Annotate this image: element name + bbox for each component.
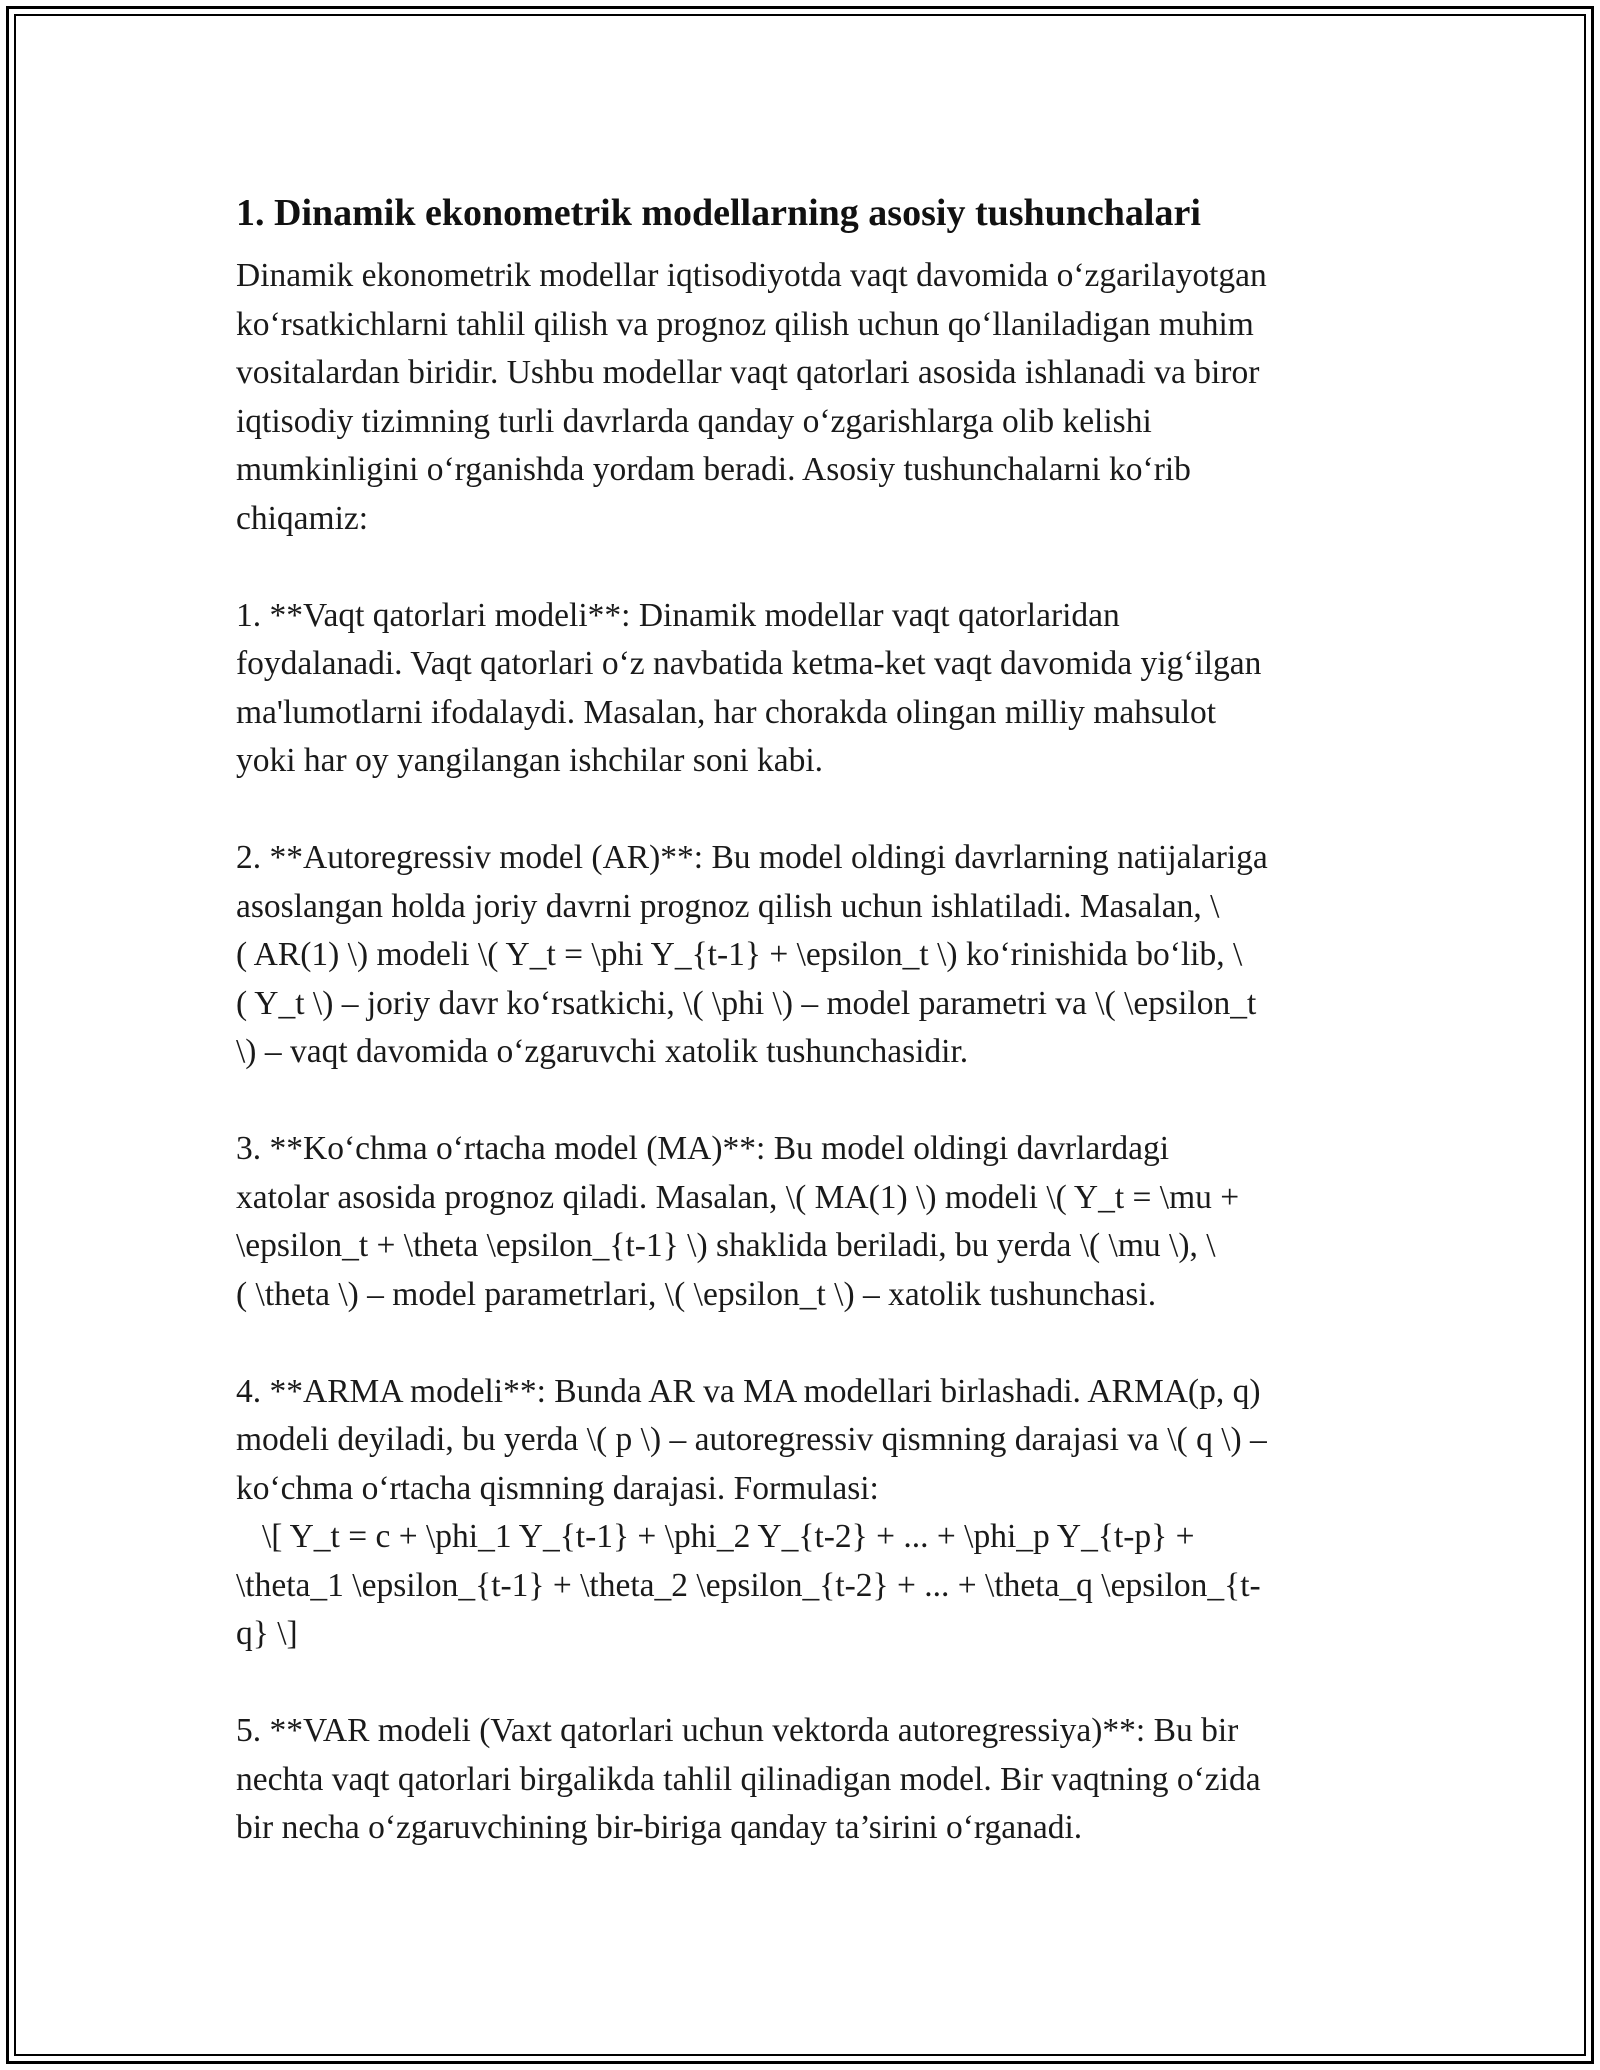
- formula-line: \[ Y_t = c + \phi_1 Y_{t-1} + \phi_2 Y_{t-2} + ... + \phi_p Y_{t-p} +: [262, 1518, 1195, 1555]
- text-line: iqtisodiy tizimning turli davrlarda qanday o‘zgarishlarga olib kelishi: [236, 402, 1152, 440]
- text-line: ( Y_t \) – joriy davr ko‘rsatkichi, \( \phi \) – model parametri va \( \epsilon_t: [236, 984, 1257, 1022]
- text-line: nechta vaqt qatorlari birgalikda tahlil qilinadigan model. Bir vaqtning o‘zida: [236, 1760, 1261, 1798]
- text-line: bir necha o‘zgaruvchining bir-biriga qanday ta’sirini o‘rganadi.: [236, 1809, 1083, 1846]
- text-line: ( AR(1) \) modeli \( Y_t = \phi Y_{t-1} + \epsilon_t \) ko‘rinishida bo‘lib, \: [236, 936, 1243, 973]
- list-item-time-series: [236, 592, 1376, 786]
- text-line: chiqamiz:: [236, 499, 369, 537]
- text-line: 5. **VAR modeli (Vaxt qatorlari uchun vektorda autoregressiya)**: Bu bir: [236, 1712, 1239, 1749]
- text-line: \) – vaqt davomida o‘zgaruvchi xatolik tushunchasidir.: [236, 1033, 969, 1070]
- text-line: xatolar asosida prognoz qiladi. Masalan, \( MA(1) \) modeli \( Y_t = \mu +: [236, 1178, 1240, 1216]
- list-item-var-model: [236, 1707, 1376, 1853]
- text-line: 4. **ARMA modeli**: Bunda AR va MA modellari birlashadi. ARMA(p, q): [236, 1372, 1261, 1410]
- text-line: Dinamik ekonometrik modellar iqtisodiyotda vaqt davomida o‘zgarilayotgan: [236, 257, 1267, 294]
- text-line: ko‘rsatkichlarni tahlil qilish va prognoz qilish uchun qo‘llaniladigan muhim: [236, 305, 1254, 343]
- text-line: asoslangan holda joriy davrni prognoz qilish uchun ishlatiladi. Masalan, \: [236, 887, 1220, 925]
- list-item-ar-model: [236, 834, 1376, 1077]
- list-item-ma-model: [236, 1125, 1376, 1319]
- section-heading: 1. Dinamik ekonometrik modellarning asosiy tushunchalari: [236, 192, 1201, 234]
- text-line: 2. **Autoregressiv model (AR)**: Bu model oldingi davrlarning natijalariga: [236, 839, 1268, 876]
- intro-paragraph: [236, 252, 1376, 543]
- text-line: 1. **Vaqt qatorlari modeli**: Dinamik modellar vaqt qatorlaridan: [236, 596, 1120, 634]
- text-line: yoki har oy yangilangan ishchilar soni kabi.: [236, 742, 824, 779]
- text-line: foydalanadi. Vaqt qatorlari o‘z navbatida ketma-ket vaqt davomida yig‘ilgan: [236, 645, 1262, 682]
- text-line: modeli deyiladi, bu yerda \( p \) – autoregressiv qismning darajasi va \( q \) –: [236, 1421, 1267, 1458]
- text-line: ko‘chma o‘rtacha qismning darajasi. Formulasi:: [236, 1469, 879, 1507]
- text-line: ma'lumotlarni ifodalaydi. Masalan, har chorakda olingan milliy mahsulot: [236, 693, 1217, 731]
- document-body: [236, 186, 1376, 1901]
- formula-line: \theta_1 \epsilon_{t-1} + \theta_2 \epsilon_{t-2} + ... + \theta_q \epsilon_{t-: [236, 1566, 1261, 1604]
- text-line: mumkinligini o‘rganishda yordam beradi. Asosiy tushunchalarni ko‘rib: [236, 451, 1191, 488]
- text-line: \epsilon_t + \theta \epsilon_{t-1} \) shaklida beriladi, bu yerda \( \mu \), \: [236, 1227, 1216, 1264]
- text-line: vositalardan biridir. Ushbu modellar vaqt qatorlari asosida ishlanadi va biror: [236, 354, 1260, 391]
- text-line: 3. **Ko‘chma o‘rtacha model (MA)**: Bu model oldingi davrlardagi: [236, 1130, 1170, 1167]
- text-line: ( \theta \) – model parametrlari, \( \epsilon_t \) – xatolik tushunchasi.: [236, 1275, 1157, 1313]
- formula-line: q} \]: [236, 1615, 298, 1652]
- list-item-arma-model: [236, 1368, 1376, 1659]
